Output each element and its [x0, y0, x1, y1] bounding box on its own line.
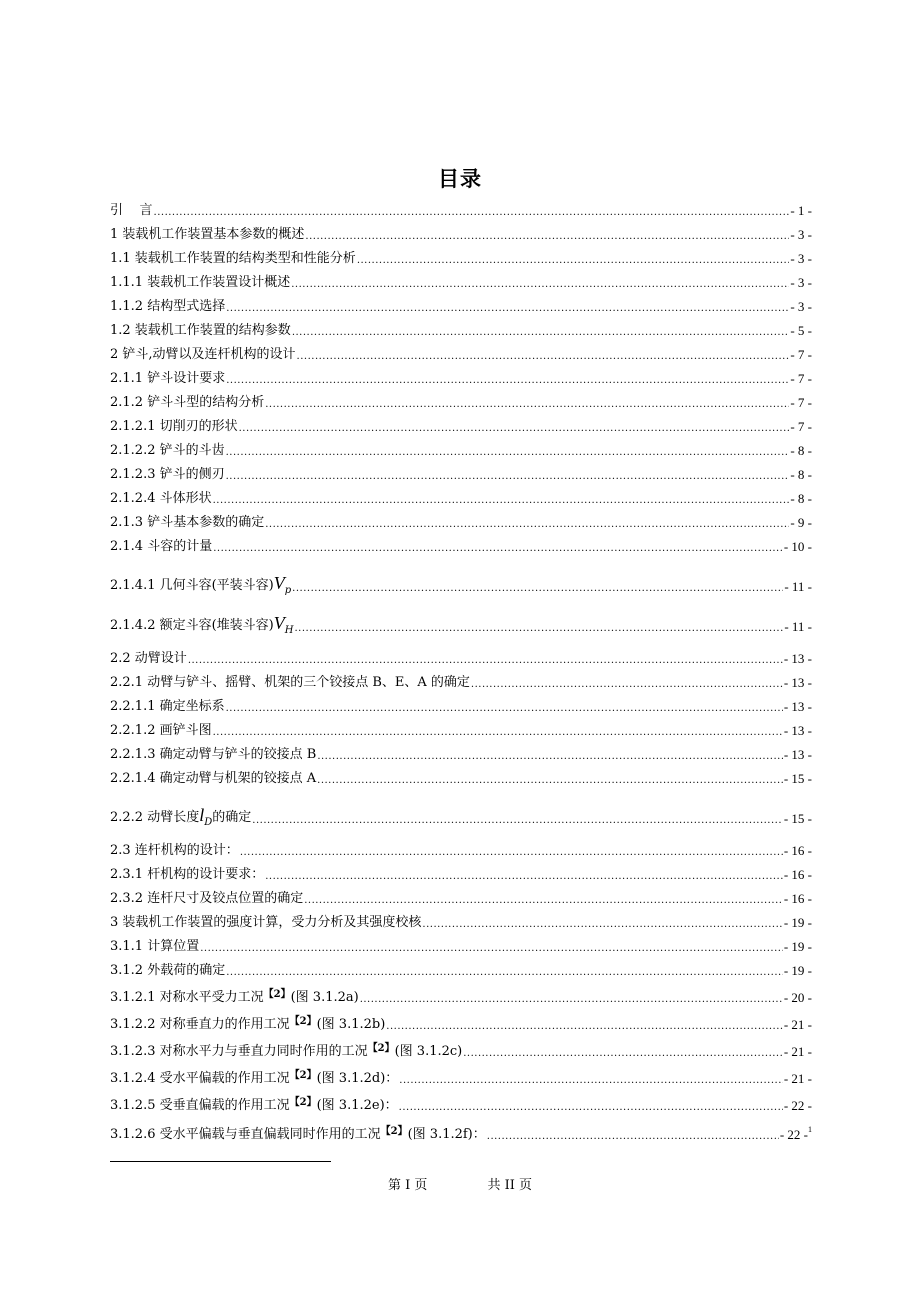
- toc-entry[interactable]: [110, 1014, 812, 1033]
- toc-entry-title: 3.1.2.5 受垂直偏载的作用工况$^{【2】}$(图 3.1.2e)：: [110, 1097, 398, 1113]
- toc-entry-title: 2.2 动臂设计: [110, 651, 187, 666]
- dot-leader: [487, 1131, 779, 1143]
- toc-page-number: - 19 -: [783, 915, 812, 930]
- dot-leader: [305, 231, 789, 243]
- toc-entry-title: 2.3 连杆机构的设计：: [110, 843, 239, 858]
- dot-leader: [317, 775, 783, 787]
- toc-page-number: - 8 -: [790, 491, 812, 506]
- toc-entry-title: 3.1.2.1 对称水平受力工况$^{【2】}$(图 3.1.2a): [110, 989, 359, 1005]
- toc-entry[interactable]: [110, 299, 812, 315]
- toc-entry-title: 1 装载机工作装置基本参数的概述: [110, 227, 305, 242]
- toc-entry-title: 2 铲斗,动臂以及连杆机构的设计: [110, 347, 296, 362]
- toc-entry[interactable]: [110, 867, 812, 883]
- toc-entry-title: 2.2.1.3 确定动臂与铲斗的铰接点 B: [110, 747, 317, 762]
- math-symbol: V: [273, 613, 285, 633]
- toc-entry-title: 2.2.1.2 画铲斗图: [110, 723, 212, 738]
- toc-entry[interactable]: [110, 443, 812, 459]
- math-subscript: p: [284, 585, 292, 596]
- toc-page-number: - 3 -: [790, 251, 812, 266]
- toc-page-number: - 20 -: [783, 990, 812, 1005]
- toc-entry[interactable]: [110, 275, 812, 291]
- toc-entry-title: 引 言: [110, 203, 153, 218]
- toc-entry[interactable]: [110, 323, 812, 339]
- toc-entry-title: 3.1.2.4 受水平偏载的作用工况$^{【2】}$(图 3.1.2d)：: [110, 1070, 399, 1086]
- toc-entry-suffix: (图 3.1.2a): [290, 990, 359, 1005]
- dot-leader: [304, 895, 783, 907]
- toc-entry-suffix: (图 3.1.2b): [316, 1017, 386, 1032]
- toc-entry-title: 3.1.1 计算位置: [110, 939, 200, 954]
- dot-leader: [226, 703, 783, 715]
- dot-leader: [317, 751, 783, 763]
- reference-mark: 【2】: [289, 1016, 317, 1027]
- toc-page-number: - 9 -: [790, 515, 812, 530]
- toc-entry-title: 2.1.2.3 铲斗的侧刃: [110, 467, 225, 482]
- toc-page-number: - 13 -: [783, 651, 812, 666]
- dot-leader: [265, 519, 789, 531]
- toc-page-number: - 7 -: [790, 347, 812, 362]
- toc-entry[interactable]: [110, 747, 812, 763]
- reference-mark: 【2】: [289, 1097, 317, 1108]
- dot-leader: [239, 423, 790, 435]
- dot-leader: [471, 679, 783, 691]
- toc-entry-suffix: 的确定: [212, 810, 252, 825]
- footnote-divider: [110, 1161, 331, 1162]
- math-symbol: V: [273, 573, 285, 593]
- toc-entry[interactable]: [110, 539, 812, 555]
- math-subscript: D: [204, 817, 213, 828]
- toc-page-number: - 15 -: [783, 811, 812, 826]
- toc-entry[interactable]: [110, 675, 812, 691]
- toc-entry[interactable]: [110, 807, 812, 827]
- toc-page-number: - 16 -: [783, 891, 812, 906]
- dot-leader: [422, 919, 782, 931]
- toc-entry[interactable]: [110, 515, 812, 531]
- toc-entry[interactable]: [110, 395, 812, 411]
- toc-entry[interactable]: [110, 1122, 812, 1143]
- toc-entry-title: 2.1.2.2 铲斗的斗齿: [110, 443, 225, 458]
- page-footer: [0, 1174, 920, 1193]
- reference-mark: 【2】: [289, 1070, 317, 1081]
- dot-leader: [292, 583, 783, 595]
- toc-entry-title: 2.1.2.4 斗体形状: [110, 491, 212, 506]
- reference-mark: 【2】: [263, 989, 291, 1000]
- dot-leader: [291, 279, 789, 291]
- dot-leader: [240, 847, 783, 859]
- reference-mark: 【2】: [367, 1043, 395, 1054]
- toc-entry[interactable]: [110, 651, 812, 667]
- dot-leader: [200, 943, 783, 955]
- toc-entry-title: 2.1.4.1 几何斗容(平装斗容)$V_p$: [110, 573, 292, 596]
- toc-page-number: - 5 -: [790, 323, 812, 338]
- toc-entry-title: 2.2.1 动臂与铲斗、摇臂、机架的三个铰接点 B、E、A 的确定: [110, 675, 470, 690]
- toc-page-number: - 1 -: [790, 203, 812, 218]
- dot-leader: [292, 327, 790, 339]
- reference-mark: 【2】: [380, 1126, 408, 1137]
- toc-entry-title: 1.1.2 结构型式选择: [110, 299, 226, 314]
- toc-entry[interactable]: [110, 891, 812, 907]
- dot-leader: [463, 1048, 783, 1060]
- toc-page-number: - 7 -: [790, 419, 812, 434]
- toc-entry[interactable]: [110, 699, 812, 715]
- dot-leader: [295, 623, 784, 635]
- toc-page-number: - 13 -: [783, 747, 812, 762]
- dot-leader: [360, 994, 783, 1006]
- toc-entry-title: 2.1.3 铲斗基本参数的确定: [110, 515, 265, 530]
- toc-entry-title: 3.1.2.6 受水平偏载与垂直偏载同时作用的工况$^{【2】}$(图 3.1.2f)：: [110, 1126, 486, 1142]
- dot-leader: [297, 351, 790, 363]
- toc-entry[interactable]: [110, 575, 812, 595]
- toc-entry-title: 3.1.2.2 对称垂直力的作用工况$^{【2】}$(图 3.1.2b): [110, 1016, 386, 1032]
- toc-page-number: - 11 -: [784, 619, 812, 634]
- toc-page-number: - 16 -: [783, 843, 812, 858]
- math-symbol: l: [199, 805, 205, 825]
- toc-entry[interactable]: [110, 915, 812, 931]
- toc-page-number: - 3 -: [790, 275, 812, 290]
- toc-entry[interactable]: [110, 939, 812, 955]
- toc-entry-suffix: (图 3.1.2f)：: [407, 1127, 486, 1142]
- dot-leader: [226, 471, 790, 483]
- toc-page-number: - 8 -: [790, 443, 812, 458]
- toc-entry[interactable]: [110, 347, 812, 363]
- toc-entry-title: 2.3.2 连杆尺寸及铰点位置的确定: [110, 891, 304, 906]
- dot-leader: [213, 543, 783, 555]
- toc-entry-title: 1.2 装载机工作装置的结构参数: [110, 323, 291, 338]
- toc-entry[interactable]: [110, 771, 812, 787]
- toc-entry-title: 2.3.1 杆机构的设计要求：: [110, 867, 265, 882]
- toc-page-number: - 22 -$^1$: [779, 1125, 812, 1142]
- toc-entry-title: 2.2.2 动臂长度$l_D$的确定: [110, 805, 252, 828]
- toc-entry[interactable]: [110, 419, 812, 435]
- toc-entry-title: 2.2.1.4 确定动臂与机架的铰接点 A: [110, 771, 317, 786]
- dot-leader: [357, 255, 790, 267]
- toc-entry-title: 2.1.2 铲斗斗型的结构分析: [110, 395, 265, 410]
- toc-entry-title: 3 装载机工作装置的强度计算，受力分析及其强度校核: [110, 915, 422, 930]
- total-pages-label: 共 II 页: [487, 1178, 533, 1193]
- toc-entry[interactable]: [110, 1068, 812, 1087]
- math-subscript: H: [284, 625, 294, 636]
- toc-entry-title: 1.1 装载机工作装置的结构类型和性能分析: [110, 251, 356, 266]
- page-title: 目录: [438, 167, 482, 191]
- toc-page-number: - 7 -: [790, 395, 812, 410]
- dot-leader: [188, 655, 783, 667]
- dot-leader: [226, 303, 789, 315]
- dot-leader: [399, 1075, 783, 1087]
- toc-page-number: - 13 -: [783, 723, 812, 738]
- toc-entry[interactable]: [110, 843, 812, 859]
- toc-page-number: - 8 -: [790, 467, 812, 482]
- toc-entry[interactable]: [110, 987, 812, 1006]
- toc-page-number: - 19 -: [783, 963, 812, 978]
- toc-entry-title: 2.1.2.1 切削刃的形状: [110, 419, 238, 434]
- toc-page-number: - 19 -: [783, 939, 812, 954]
- footnote-mark: 1: [808, 1125, 812, 1134]
- toc-entry[interactable]: [110, 467, 812, 483]
- toc-page-number: - 21 -: [783, 1017, 812, 1032]
- toc-entry[interactable]: [110, 1041, 812, 1060]
- toc-page-number: - 11 -: [784, 579, 812, 594]
- toc-page-number: - 10 -: [783, 539, 812, 554]
- dot-leader: [265, 871, 783, 883]
- toc-page-number: - 16 -: [783, 867, 812, 882]
- dot-leader: [226, 967, 783, 979]
- toc-page-number: - 3 -: [790, 227, 812, 242]
- dot-leader: [226, 447, 790, 459]
- toc-entry[interactable]: [110, 203, 812, 219]
- toc-entry[interactable]: [110, 251, 812, 267]
- dot-leader: [252, 815, 783, 827]
- toc-entry-suffix: (图 3.1.2e)：: [316, 1098, 398, 1113]
- toc-entry-title: 1.1.1 装载机工作装置设计概述: [110, 275, 291, 290]
- dot-leader: [386, 1021, 783, 1033]
- dot-leader: [213, 495, 790, 507]
- dot-leader: [399, 1102, 783, 1114]
- dot-leader: [265, 399, 789, 411]
- toc-entry-title: 3.1.2 外载荷的确定: [110, 963, 226, 978]
- toc-page-number: - 13 -: [783, 675, 812, 690]
- toc-entry-suffix: (图 3.1.2d)：: [316, 1071, 399, 1086]
- toc-entry[interactable]: [110, 227, 812, 243]
- table-of-contents: [110, 203, 812, 1151]
- toc-entry[interactable]: [110, 1095, 812, 1114]
- toc-page-number: - 15 -: [783, 771, 812, 786]
- toc-entry-title: 2.1.1 铲斗设计要求: [110, 371, 226, 386]
- toc-entry-title: 3.1.2.3 对称水平力与垂直力同时作用的工况$^{【2】}$(图 3.1.2c): [110, 1043, 463, 1059]
- toc-entry[interactable]: [110, 723, 812, 739]
- current-page-label: 第 I 页: [387, 1178, 428, 1193]
- toc-page-number: - 7 -: [790, 371, 812, 386]
- toc-entry-title: 2.2.1.1 确定坐标系: [110, 699, 225, 714]
- toc-entry[interactable]: [110, 491, 812, 507]
- toc-page-number: - 21 -: [783, 1071, 812, 1086]
- dot-leader: [213, 727, 783, 739]
- toc-entry-title: 2.1.4.2 额定斗容(堆装斗容)$V_H$: [110, 613, 294, 636]
- dot-leader: [226, 375, 789, 387]
- toc-page-number: - 22 -: [783, 1098, 812, 1113]
- toc-entry-suffix: (图 3.1.2c): [394, 1044, 463, 1059]
- dot-leader: [154, 207, 790, 219]
- toc-page-number: - 13 -: [783, 699, 812, 714]
- toc-page-number: - 21 -: [783, 1044, 812, 1059]
- toc-entry[interactable]: [110, 963, 812, 979]
- toc-entry[interactable]: [110, 615, 812, 635]
- toc-entry-title: 2.1.4 斗容的计量: [110, 539, 213, 554]
- toc-entry[interactable]: [110, 371, 812, 387]
- toc-page-number: - 3 -: [790, 299, 812, 314]
